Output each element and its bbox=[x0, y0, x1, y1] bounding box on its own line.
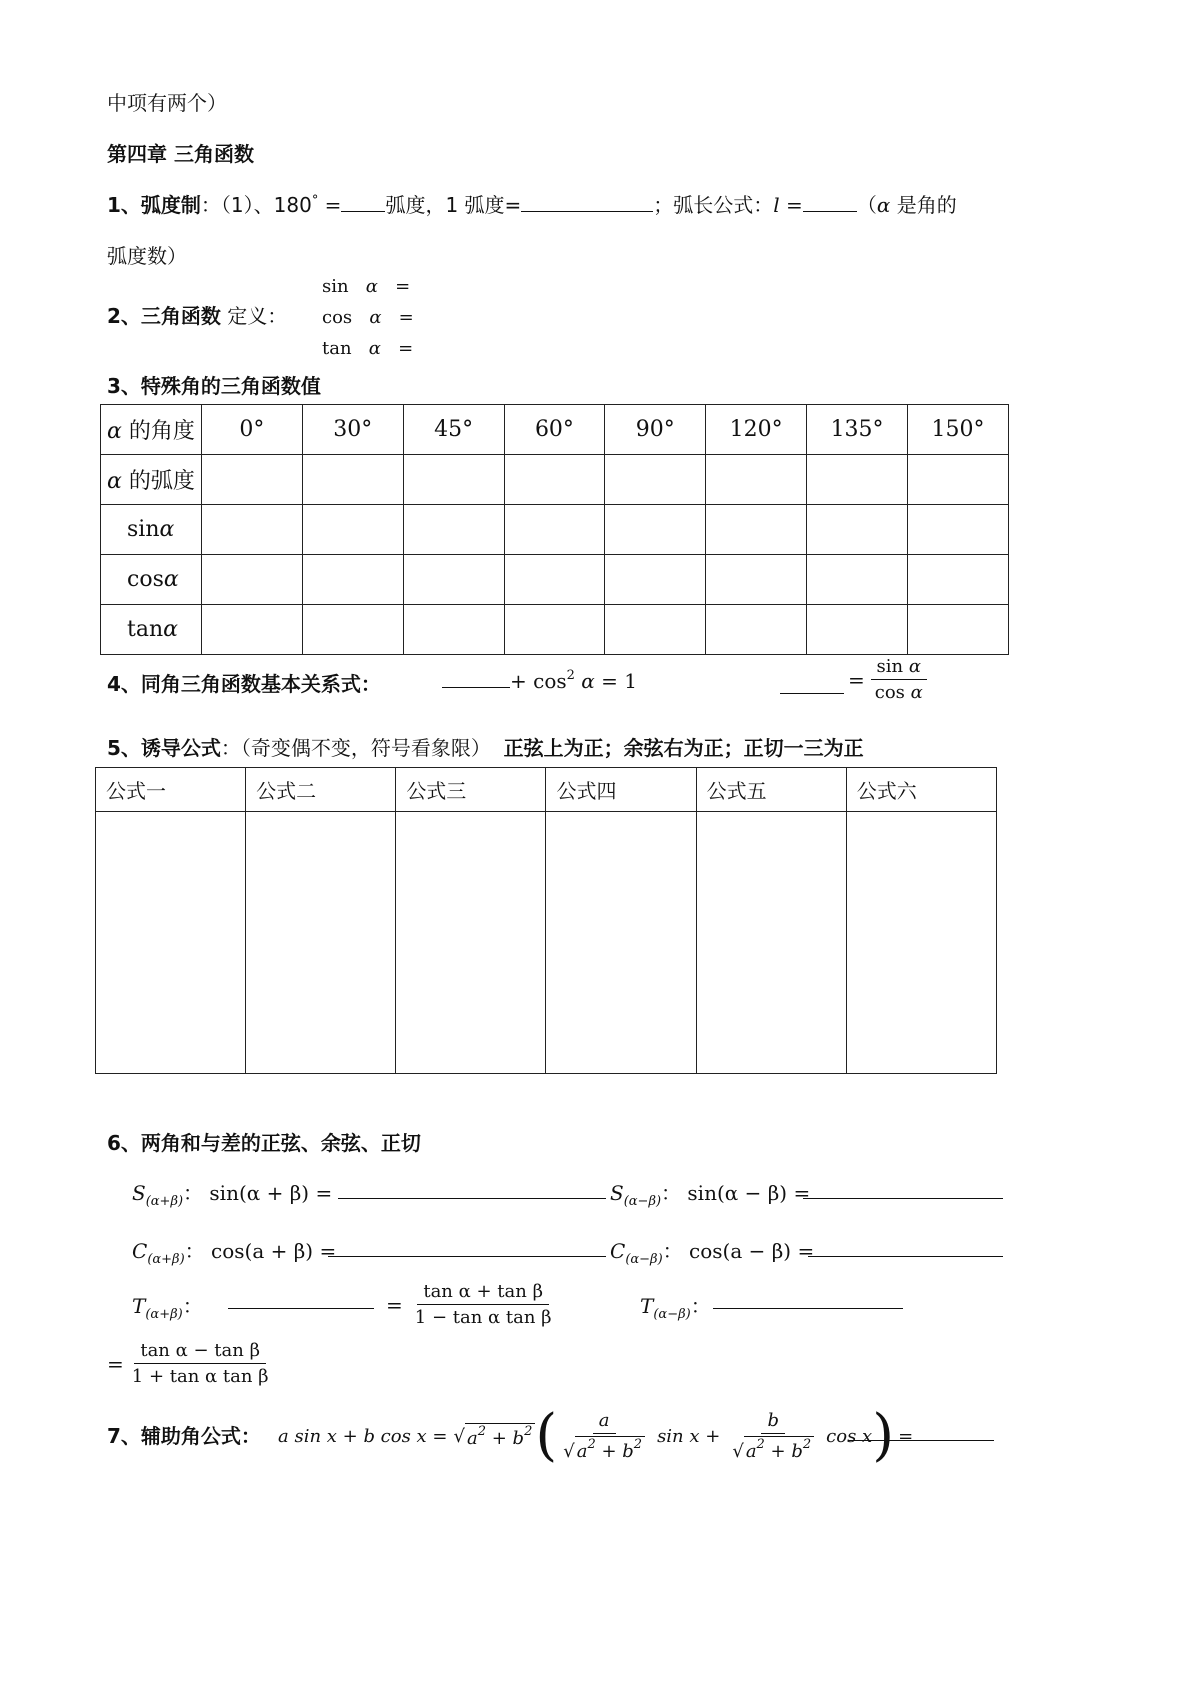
T-minus-denominator: 1 + tan α tan β bbox=[131, 1366, 269, 1387]
special-angle-table bbox=[100, 404, 1009, 655]
section-4-heading bbox=[107, 668, 381, 697]
sin-x-plus: sin x + bbox=[657, 1425, 721, 1447]
alpha-symbol: α bbox=[107, 469, 122, 494]
frac-b-num: b bbox=[761, 1410, 785, 1434]
section-5-heading bbox=[107, 732, 864, 761]
answer-cell[interactable] bbox=[302, 605, 403, 655]
section-4-number: 4、 bbox=[107, 672, 141, 696]
sin-over-cos-fraction bbox=[869, 656, 929, 703]
section-7-heading bbox=[107, 1420, 261, 1449]
formula-col-header: 公式六 bbox=[846, 768, 996, 812]
section-2-title: 三角函数 bbox=[140, 304, 221, 328]
row-label-radian bbox=[101, 455, 202, 505]
equals-sign: = bbox=[107, 1351, 124, 1376]
T-minus-fraction bbox=[126, 1340, 275, 1387]
identity-pythagorean bbox=[442, 668, 637, 693]
table-row bbox=[101, 555, 1009, 605]
aux-fraction-b: $\frac{b}{√ a^2 + b^2}$ bbox=[726, 1410, 820, 1462]
T-plus-subscript: (α+β) bbox=[145, 1307, 183, 1322]
cos-fn: cos bbox=[127, 567, 164, 592]
def-cos-fn: cos bbox=[322, 307, 353, 328]
section-1-line bbox=[107, 189, 957, 218]
T-minus-colon: ： bbox=[690, 1294, 711, 1318]
answer-cell[interactable] bbox=[605, 505, 706, 555]
answer-cell[interactable] bbox=[807, 505, 908, 555]
table-row bbox=[101, 405, 1009, 455]
formula-answer-cell[interactable] bbox=[246, 812, 396, 1074]
angle-cell: 120° bbox=[706, 405, 807, 455]
section-4-title: 同角三角函数基本关系式： bbox=[140, 672, 381, 696]
blank-T-plus[interactable] bbox=[228, 1308, 374, 1309]
angle-cell: 135° bbox=[807, 405, 908, 455]
def-row-cos bbox=[322, 307, 414, 328]
blank-C-minus[interactable] bbox=[808, 1256, 1003, 1257]
formula-col-header: 公式三 bbox=[396, 768, 546, 812]
blank-tan[interactable] bbox=[780, 692, 844, 694]
answer-cell[interactable] bbox=[605, 455, 706, 505]
C-minus-subscript: (α−β) bbox=[625, 1252, 663, 1267]
blank-C-plus[interactable] bbox=[328, 1256, 606, 1257]
T-minus-fraction-wrap bbox=[107, 1340, 275, 1387]
paren-open: （ bbox=[856, 193, 877, 217]
def-tan-eq: = bbox=[398, 338, 414, 359]
angle-cell: 60° bbox=[504, 405, 605, 455]
chapter-title: 第四章 三角函数 bbox=[107, 142, 254, 166]
blank-one-radian[interactable] bbox=[521, 210, 653, 212]
formula-answer-cell[interactable] bbox=[96, 812, 246, 1074]
aux-lhs: a sin x + b cos x = bbox=[278, 1425, 448, 1447]
answer-cell[interactable] bbox=[201, 455, 302, 505]
section-2-heading bbox=[107, 300, 287, 329]
answer-cell[interactable] bbox=[504, 455, 605, 505]
root-a: a bbox=[467, 1428, 478, 1449]
frac-a-num: a bbox=[593, 1410, 616, 1434]
def-row-sin bbox=[322, 276, 410, 297]
induction-formula-table bbox=[95, 767, 997, 1074]
C-minus-expression: ： cos(a − β) = bbox=[662, 1239, 815, 1263]
section-5-title: 诱导公式 bbox=[140, 736, 221, 760]
answer-cell[interactable] bbox=[403, 455, 504, 505]
formula-S-minus bbox=[610, 1177, 810, 1209]
answer-cell[interactable] bbox=[807, 455, 908, 505]
def-sin-fn: sin bbox=[322, 276, 349, 297]
T-minus-numerator: tan α − tan β bbox=[134, 1340, 266, 1364]
arc-length-text: ；弧长公式： bbox=[653, 193, 774, 217]
cos-x: cos x bbox=[826, 1425, 873, 1447]
T-plus-denominator: 1 − tan α tan β bbox=[414, 1307, 552, 1328]
formula-S-plus bbox=[132, 1177, 332, 1209]
S-letter: S bbox=[132, 1181, 146, 1205]
den-plus-b: + b bbox=[595, 1441, 634, 1462]
hudu-text: 弧度， bbox=[385, 193, 446, 217]
table-row bbox=[96, 768, 997, 812]
one-radian-text: 1 弧度= bbox=[445, 193, 522, 217]
section-3-number: 3、 bbox=[107, 374, 141, 398]
formula-col-header: 公式五 bbox=[696, 768, 846, 812]
C-letter: C bbox=[132, 1239, 148, 1263]
def-tan-var: α bbox=[368, 338, 381, 359]
blank-auxiliary[interactable] bbox=[848, 1440, 994, 1441]
tan-fn: tan bbox=[127, 617, 164, 642]
answer-cell[interactable] bbox=[403, 605, 504, 655]
answer-cell[interactable] bbox=[908, 455, 1009, 505]
formula-C-plus bbox=[132, 1235, 336, 1267]
cos-fn: cos bbox=[874, 682, 905, 703]
exp-2: 2 bbox=[477, 1424, 487, 1439]
S-minus-subscript: (α−β) bbox=[623, 1194, 662, 1209]
alpha-symbol: α bbox=[876, 193, 891, 217]
answer-cell[interactable] bbox=[504, 555, 605, 605]
identity-quotient bbox=[780, 656, 929, 703]
answer-cell[interactable] bbox=[706, 455, 807, 505]
answer-cell[interactable] bbox=[706, 555, 807, 605]
auxiliary-angle-formula: a sin x + b cos x = √ $a^2 + b^2$ ( $\frac{a}{√ a^2 + b^2}$ sin x + $\frac{b}{√ a^2 + b^2}$ cos x ) = bbox=[278, 1403, 914, 1468]
formula-answer-cell[interactable] bbox=[396, 812, 546, 1074]
formula-answer-cell[interactable] bbox=[546, 812, 696, 1074]
section-5-number: 5、 bbox=[107, 736, 141, 760]
answer-cell[interactable] bbox=[908, 555, 1009, 605]
answer-cell[interactable] bbox=[706, 605, 807, 655]
alpha-symbol: α bbox=[159, 517, 175, 542]
square-exponent: 2 bbox=[566, 668, 575, 683]
l-symbol: l bbox=[773, 193, 780, 217]
C-plus-expression: ： cos(a + β) = bbox=[184, 1239, 337, 1263]
row-label-cos bbox=[101, 555, 202, 605]
header-angle-label bbox=[101, 405, 202, 455]
equals-sign: = bbox=[386, 1292, 403, 1317]
answer-cell[interactable] bbox=[605, 555, 706, 605]
answer-cell[interactable] bbox=[504, 605, 605, 655]
T-plus-colon: ： bbox=[182, 1294, 203, 1318]
formula-T-minus-label bbox=[640, 1290, 711, 1322]
section-3-heading bbox=[107, 370, 321, 399]
answer-cell[interactable] bbox=[201, 605, 302, 655]
section-6-number: 6、 bbox=[107, 1131, 141, 1155]
den-a: a bbox=[745, 1441, 757, 1462]
alpha-symbol: α bbox=[107, 419, 122, 444]
S-letter: S bbox=[610, 1181, 624, 1205]
root-plus-b: + b bbox=[486, 1428, 525, 1449]
equals-one: = 1 bbox=[594, 669, 637, 693]
section-1-line-2: 弧度数） bbox=[107, 244, 187, 268]
degree-mark: ° bbox=[311, 193, 319, 208]
sin-fn: sin bbox=[127, 517, 160, 542]
section-6-title: 两角和与差的正弦、余弦、正切 bbox=[140, 1131, 421, 1155]
intro-tail-text: 中项有两个） bbox=[107, 91, 227, 115]
answer-cell[interactable] bbox=[302, 455, 403, 505]
section-2-def: 定义： bbox=[220, 304, 288, 328]
answer-cell[interactable] bbox=[302, 505, 403, 555]
blank-T-minus[interactable] bbox=[713, 1308, 903, 1309]
blank-180-radians[interactable] bbox=[341, 210, 385, 212]
section-6-heading bbox=[107, 1127, 421, 1156]
answer-cell[interactable] bbox=[605, 605, 706, 655]
angle-cell: 30° bbox=[302, 405, 403, 455]
left-paren: ( bbox=[535, 1403, 558, 1468]
section-5-note: ：（奇变偶不变，符号看象限） bbox=[220, 736, 491, 760]
answer-cell[interactable] bbox=[807, 555, 908, 605]
equals-sign: = bbox=[848, 667, 865, 692]
def-cos-eq: = bbox=[398, 307, 414, 328]
blank-S-plus[interactable] bbox=[338, 1198, 606, 1199]
section-1-prefix: ：（1）、180 bbox=[200, 193, 312, 217]
S-plus-expression: ： sin(α + β) = bbox=[183, 1181, 333, 1205]
formula-col-header: 公式二 bbox=[246, 768, 396, 812]
answer-cell[interactable] bbox=[403, 505, 504, 555]
alpha-symbol: α bbox=[163, 617, 178, 642]
answer-cell[interactable] bbox=[504, 505, 605, 555]
root-a2-b2 bbox=[465, 1423, 535, 1449]
table-row bbox=[101, 455, 1009, 505]
S-plus-subscript: (α+β) bbox=[145, 1194, 184, 1209]
formula-T-plus-label bbox=[132, 1290, 203, 1322]
answer-cell[interactable] bbox=[706, 505, 807, 555]
section-1-title: 弧度制 bbox=[140, 193, 201, 217]
T-plus-fraction-wrap bbox=[386, 1281, 558, 1328]
radian-label-text: 的弧度 bbox=[121, 469, 195, 494]
aux-fraction-a: $\frac{a}{√ a^2 + b^2}$ bbox=[557, 1410, 651, 1462]
def-sin-var: α bbox=[365, 276, 378, 297]
def-sin-eq: = bbox=[395, 276, 411, 297]
angle-cell: 0° bbox=[201, 405, 302, 455]
table-row bbox=[101, 505, 1009, 555]
answer-cell[interactable] bbox=[908, 605, 1009, 655]
section-1-eq: = bbox=[318, 193, 342, 217]
T-plus-numerator: tan α + tan β bbox=[417, 1281, 549, 1305]
alpha-symbol: α bbox=[908, 656, 922, 677]
angle-cell: 45° bbox=[403, 405, 504, 455]
section-5-rule: 正弦上为正；余弦右为正；正切一三为正 bbox=[503, 736, 864, 760]
blank-sin-squared[interactable] bbox=[442, 686, 510, 688]
answer-cell[interactable] bbox=[403, 555, 504, 605]
row-label-tan bbox=[101, 605, 202, 655]
right-paren: ) bbox=[872, 1403, 895, 1468]
den-a: a bbox=[576, 1441, 588, 1462]
angle-cell: 90° bbox=[605, 405, 706, 455]
answer-cell[interactable] bbox=[807, 605, 908, 655]
T-letter: T bbox=[640, 1294, 654, 1318]
is-angle-text: 是角的 bbox=[890, 193, 957, 217]
S-minus-expression: ： sin(α − β) = bbox=[661, 1181, 811, 1205]
section-1-number: 1、 bbox=[107, 193, 141, 217]
section-2-number: 2、 bbox=[107, 304, 141, 328]
T-plus-fraction bbox=[409, 1281, 558, 1328]
answer-cell[interactable] bbox=[908, 505, 1009, 555]
C-plus-subscript: (α+β) bbox=[147, 1252, 185, 1267]
table-row bbox=[96, 812, 997, 1074]
blank-arc-length[interactable] bbox=[803, 210, 857, 212]
blank-S-minus[interactable] bbox=[803, 1198, 1003, 1199]
alpha-symbol: α bbox=[163, 567, 179, 592]
header-angle-text: 的角度 bbox=[121, 419, 195, 444]
formula-C-minus bbox=[610, 1235, 814, 1267]
row-label-sin bbox=[101, 505, 202, 555]
section-3-title: 特殊角的三角函数值 bbox=[140, 374, 321, 398]
answer-cell[interactable] bbox=[302, 555, 403, 605]
def-row-tan bbox=[322, 338, 413, 359]
T-letter: T bbox=[132, 1294, 146, 1318]
equals-sign: = bbox=[898, 1425, 914, 1447]
def-tan-fn: tan bbox=[322, 338, 352, 359]
sin-fn: sin bbox=[876, 656, 904, 677]
C-letter: C bbox=[610, 1239, 626, 1263]
alpha-symbol: α bbox=[581, 669, 595, 693]
l-eq: = bbox=[779, 193, 803, 217]
table-row bbox=[101, 605, 1009, 655]
formula-col-header: 公式四 bbox=[546, 768, 696, 812]
def-cos-var: α bbox=[369, 307, 382, 328]
answer-cell[interactable] bbox=[201, 555, 302, 605]
section-7-title: 辅助角公式： bbox=[140, 1424, 261, 1448]
angle-cell: 150° bbox=[908, 405, 1009, 455]
formula-col-header: 公式一 bbox=[96, 768, 246, 812]
section-7-number: 7、 bbox=[107, 1424, 141, 1448]
plus-cos: + cos bbox=[510, 669, 567, 693]
formula-answer-cell[interactable] bbox=[696, 812, 846, 1074]
den-plus-b: + b bbox=[764, 1441, 803, 1462]
answer-cell[interactable] bbox=[201, 505, 302, 555]
formula-answer-cell[interactable] bbox=[846, 812, 996, 1074]
T-minus-subscript: (α−β) bbox=[653, 1307, 691, 1322]
alpha-symbol: α bbox=[910, 682, 923, 703]
exp-2b: 2 bbox=[524, 1424, 533, 1439]
